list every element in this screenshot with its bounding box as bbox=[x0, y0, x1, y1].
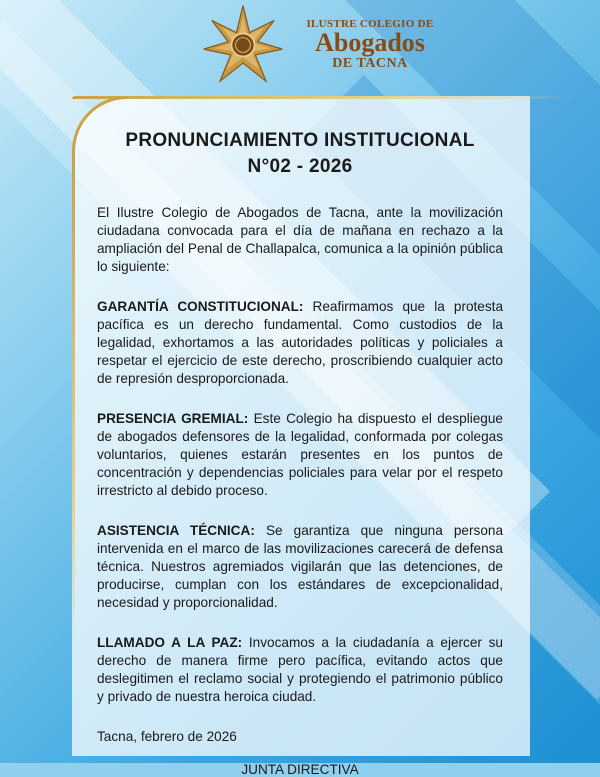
place-date: Tacna, febrero de 2026 bbox=[97, 729, 237, 744]
section-text: Invocamos a la ciudadanía a ejercer su derecho de manera firme pero pacífica, evitando actos que deslegitimen el reclamo social y protegiendo el patrimonio público y privado de nuestra heroica ciudad. bbox=[97, 635, 503, 704]
intro-paragraph: El Ilustre Colegio de Abogados de Tacna, ante la movilización ciudadana convocada para el día de mañana en rechazo a la ampliación del Penal de Challapalca, comunica a la opinión pública lo siguiente: bbox=[97, 205, 503, 274]
section-heading: GARANTÍA CONSTITUCIONAL: bbox=[97, 299, 304, 314]
section-paragraph bbox=[97, 410, 503, 500]
section-paragraph bbox=[97, 298, 503, 388]
section-text: Reafirmamos que la protesta pacífica es un derecho fundamental. Como custodios de la legalidad, exhortamos a las autoridades políticas y policiales a respetar el ejercicio de este derecho, proscribiendo cualquier acto de represión desproporcionada. bbox=[97, 299, 503, 386]
section-heading: LLAMADO A LA PAZ: bbox=[97, 635, 243, 650]
section-text: Se garantiza que ninguna persona intervenida en el marco de las movilizaciones carecerá de defensa técnica. Nuestros agremiados vigilarán que las detenciones, de producirse, cumplan con los estándares de excepcionalidad, necesidad y proporcionalidad. bbox=[97, 523, 504, 610]
section-heading: ASISTENCIA TÉCNICA: bbox=[97, 523, 255, 538]
section-paragraph bbox=[97, 634, 503, 706]
gold-border-top bbox=[72, 96, 572, 99]
gold-border-left bbox=[72, 150, 75, 650]
star-emblem-icon bbox=[202, 4, 284, 86]
section-paragraph bbox=[97, 522, 503, 612]
institution-logo-text bbox=[290, 18, 450, 72]
logo-line-3: DE TACNA bbox=[332, 56, 408, 71]
logo-line-2: Abogados bbox=[315, 28, 425, 57]
statement-title bbox=[97, 128, 503, 180]
statement-content bbox=[97, 128, 503, 777]
header bbox=[0, 0, 600, 90]
title-line-1: PRONUNCIAMIENTO INSTITUCIONAL bbox=[125, 130, 475, 151]
logo-line-1: ILUSTRE COLEGIO DE bbox=[306, 18, 434, 30]
signature: JUNTA DIRECTIVA bbox=[241, 762, 359, 777]
section-text: Este Colegio ha dispuesto el despliegue de abogados defensores de la legalidad, conformada por colegas voluntarios, quienes estarán presentes en los puntos de concentración y dependencias policiales para velar por el respeto irrestricto al debido proceso. bbox=[97, 411, 503, 498]
title-line-2: N°02 - 2026 bbox=[247, 156, 353, 177]
section-heading: PRESENCIA GREMIAL: bbox=[97, 411, 249, 426]
